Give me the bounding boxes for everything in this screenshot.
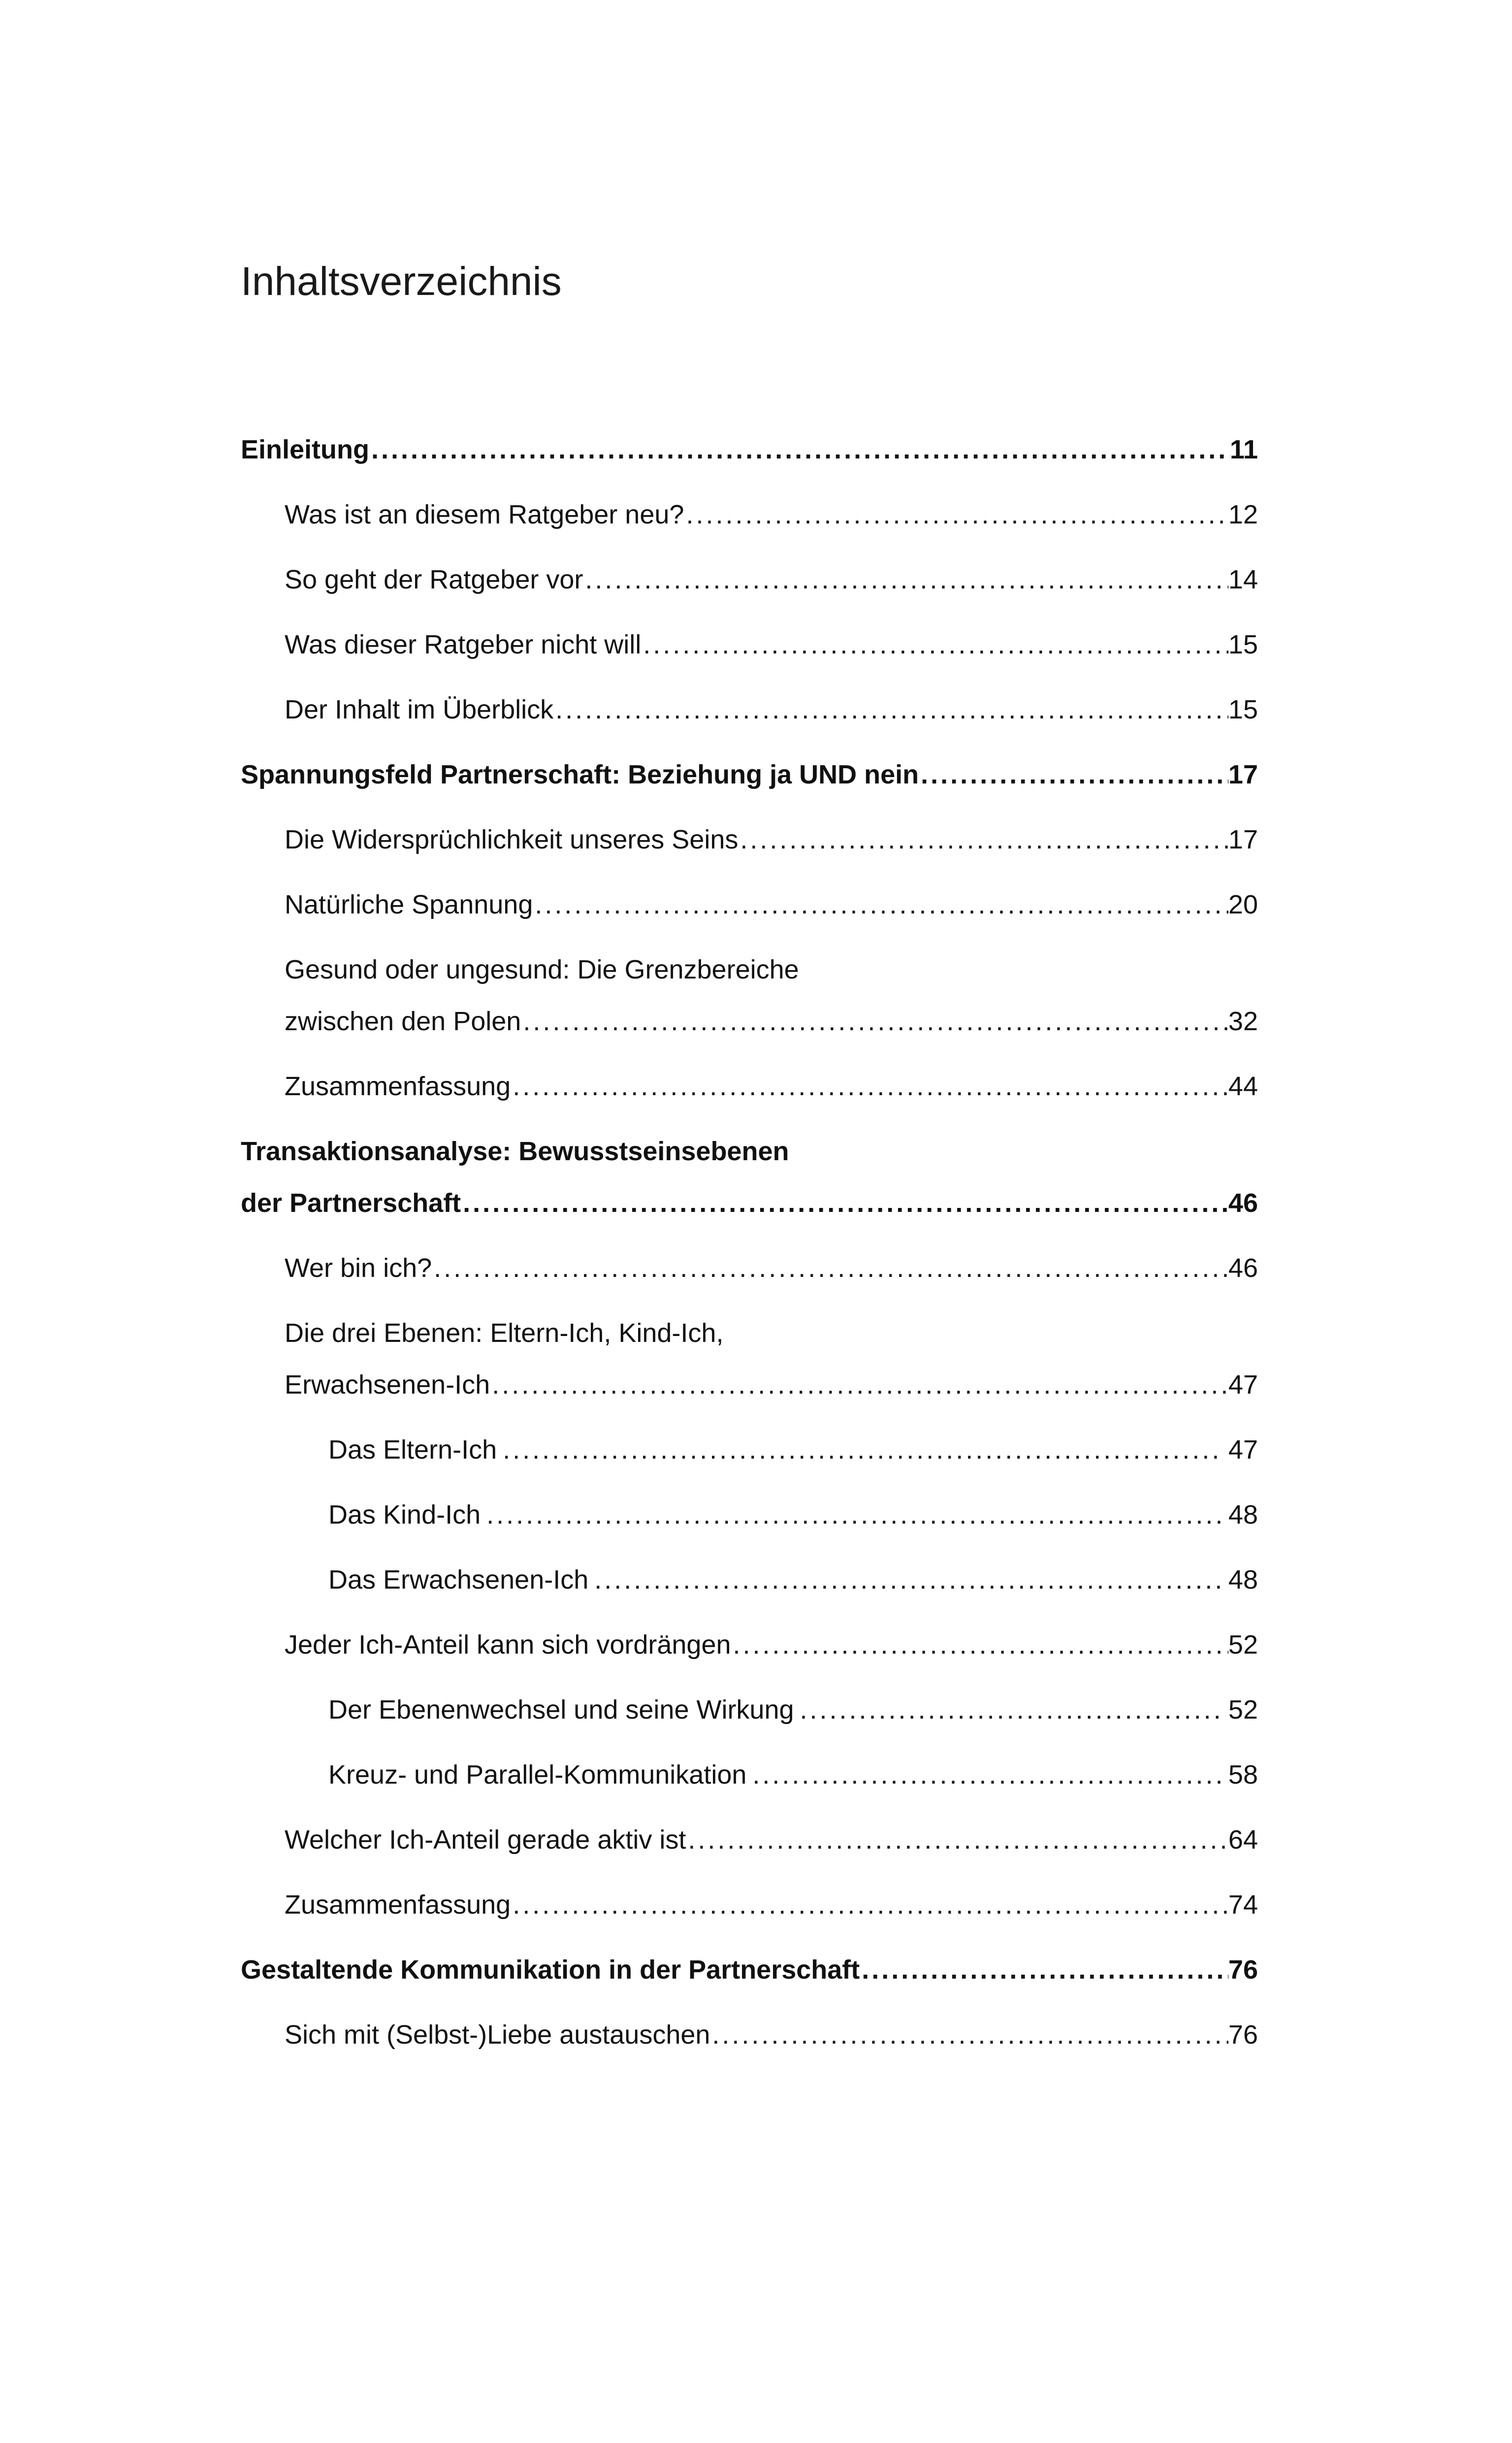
toc-entry[interactable]: [241, 1307, 1258, 1411]
toc-page-number: 14: [1228, 565, 1258, 594]
toc-entry[interactable]: [241, 814, 1258, 866]
toc-entry[interactable]: [241, 879, 1258, 931]
toc-dot-leader: [686, 489, 1228, 541]
toc-entry[interactable]: [241, 1126, 1258, 1229]
toc-dot-leader: [800, 1684, 1221, 1736]
toc-entry[interactable]: [241, 1554, 1258, 1606]
toc-entry[interactable]: [241, 1424, 1258, 1476]
toc-entry-wrap-line: Die drei Ebenen: Eltern-Ich, Kind-Ich,: [285, 1318, 724, 1348]
toc-entry-label: Sich mit (Selbst-)Liebe austauschen: [285, 2020, 710, 2050]
toc-entry-last-line: [285, 1242, 1258, 1294]
toc-page-number: 17: [1228, 825, 1258, 854]
toc-page-number: 15: [1228, 630, 1258, 659]
toc-entry-label: Das Kind-Ich: [328, 1500, 481, 1530]
toc-entry-last-line: [241, 424, 1258, 476]
toc-entry-last-line: [328, 1684, 1258, 1736]
toc-page-number: 52: [1228, 1630, 1258, 1660]
toc-entry-wrap-line: Transaktionsanalyse: Bewusstseinsebenen: [241, 1137, 789, 1166]
toc-dot-leader: [594, 1554, 1221, 1606]
toc-page-number: 76: [1228, 2020, 1258, 2050]
toc-page-number: 47: [1228, 1370, 1258, 1400]
toc-entry-last-line: [241, 1944, 1258, 1996]
toc-dot-leader: [434, 1242, 1228, 1294]
toc-entry[interactable]: [241, 619, 1258, 671]
toc-entry-last-line: [285, 1359, 1258, 1411]
toc-entry-last-line: [285, 814, 1258, 866]
toc-entry-label: Das Eltern-Ich: [328, 1435, 497, 1465]
toc-page-number: 46: [1228, 1253, 1258, 1283]
toc-entry-last-line: [285, 1814, 1258, 1866]
page-title: Inhaltsverzeichnis: [241, 259, 562, 304]
toc-dot-leader: [492, 1359, 1228, 1411]
toc-entry-label: Zusammenfassung: [285, 1890, 511, 1920]
toc-entry[interactable]: [241, 1619, 1258, 1671]
toc-entry-last-line: [285, 489, 1258, 541]
toc-entry[interactable]: [241, 1061, 1258, 1112]
toc-entry-label: Gestaltende Kommunikation in der Partnerschaft: [241, 1955, 860, 1985]
toc-entry[interactable]: [241, 749, 1258, 801]
toc-entry[interactable]: [241, 424, 1258, 476]
toc-dot-leader: [371, 424, 1230, 476]
toc-dot-leader: [513, 1879, 1228, 1931]
toc-entry-label: Was ist an diesem Ratgeber neu?: [285, 500, 684, 529]
toc-entry-label: Spannungsfeld Partnerschaft: Beziehung ja UND nein: [241, 760, 919, 789]
toc-dot-leader: [752, 1749, 1221, 1801]
toc-dot-leader: [523, 996, 1228, 1047]
toc-entry-last-line: [285, 879, 1258, 931]
toc-dot-leader: [585, 554, 1228, 606]
toc-page-number: 76: [1228, 1955, 1258, 1985]
toc-entry-last-line: [285, 1061, 1258, 1112]
toc-dot-leader: [921, 749, 1228, 801]
toc-entry-label: Zusammenfassung: [285, 1072, 511, 1101]
toc-entry-last-line: [285, 2009, 1258, 2061]
toc-dot-leader: [503, 1424, 1221, 1476]
toc-page-number: 44: [1228, 1072, 1258, 1101]
toc-entry-wrap-line: Gesund oder ungesund: Die Grenzbereiche: [285, 955, 799, 984]
toc-dot-leader: [643, 619, 1228, 671]
toc-entry[interactable]: [241, 554, 1258, 606]
toc-page-number: 46: [1228, 1188, 1258, 1218]
toc-page-number: 20: [1228, 890, 1258, 919]
toc-entry-label: Welcher Ich-Anteil gerade aktiv ist: [285, 1825, 686, 1855]
toc-entry-label: Wer bin ich?: [285, 1253, 432, 1283]
toc-entry-label: Die Widersprüchlichkeit unseres Seins: [285, 825, 739, 854]
toc-entry[interactable]: [241, 2009, 1258, 2061]
toc-page-number: 12: [1228, 500, 1258, 529]
toc-entry[interactable]: [241, 1684, 1258, 1736]
toc-page-number: 32: [1228, 1007, 1258, 1036]
toc-entry-label: Der Ebenenwechsel und seine Wirkung: [328, 1695, 794, 1725]
toc-page-number: 15: [1228, 695, 1258, 724]
toc-entry-last-line: [285, 619, 1258, 671]
toc-entry-last-line: [285, 554, 1258, 606]
toc-dot-leader: [513, 1061, 1228, 1112]
toc-page-number: 11: [1229, 435, 1258, 464]
toc-entry-label: So geht der Ratgeber vor: [285, 565, 583, 594]
toc-page-number: 47: [1228, 1435, 1258, 1465]
toc-dot-leader: [463, 1177, 1228, 1229]
toc-entry-label: Natürliche Spannung: [285, 890, 533, 919]
toc-entry-last-line: [285, 1879, 1258, 1931]
toc-entry-last-line: [328, 1554, 1258, 1606]
toc-entry[interactable]: [241, 489, 1258, 541]
toc-entry-label: Erwachsenen-Ich: [285, 1370, 490, 1400]
toc-page-number: 17: [1228, 760, 1258, 789]
toc-entry-last-line: [285, 996, 1258, 1047]
toc-page-number: 48: [1228, 1500, 1258, 1530]
toc-page-number: 74: [1228, 1890, 1258, 1920]
toc-entry[interactable]: [241, 684, 1258, 736]
toc-entry-label: Kreuz- und Parallel-Kommunikation: [328, 1760, 747, 1790]
toc-page-number: 58: [1228, 1760, 1258, 1790]
toc-entry-label: Einleitung: [241, 435, 369, 464]
toc-entry-label: Was dieser Ratgeber nicht will: [285, 630, 642, 659]
toc-dot-leader: [733, 1619, 1228, 1671]
toc-entry[interactable]: [241, 1944, 1258, 1996]
toc-page-number: 64: [1228, 1825, 1258, 1855]
toc-dot-leader: [535, 879, 1228, 931]
toc-entry-label: zwischen den Polen: [285, 1007, 521, 1036]
toc-entry-last-line: [328, 1749, 1258, 1801]
toc-entry[interactable]: [241, 1814, 1258, 1866]
toc-list: [241, 424, 1258, 2061]
toc-entry-label: Der Inhalt im Überblick: [285, 695, 554, 724]
toc-page-number: 48: [1228, 1565, 1258, 1595]
document-page: [241, 259, 1258, 2074]
toc-entry[interactable]: [241, 1879, 1258, 1931]
toc-dot-leader: [740, 814, 1228, 866]
toc-entry-label: Jeder Ich-Anteil kann sich vordrängen: [285, 1630, 731, 1660]
toc-entry[interactable]: [241, 1242, 1258, 1294]
toc-dot-leader: [688, 1814, 1228, 1866]
toc-entry[interactable]: [241, 944, 1258, 1047]
toc-entry-last-line: [328, 1424, 1258, 1476]
toc-entry-last-line: [328, 1489, 1258, 1541]
toc-dot-leader: [862, 1944, 1228, 1996]
toc-entry-label: der Partnerschaft: [241, 1188, 461, 1218]
toc-entry[interactable]: [241, 1749, 1258, 1801]
toc-entry[interactable]: [241, 1489, 1258, 1541]
toc-entry-last-line: [285, 684, 1258, 736]
toc-entry-last-line: [285, 1619, 1258, 1671]
toc-entry-last-line: [241, 1177, 1258, 1229]
toc-dot-leader: [712, 2009, 1228, 2061]
toc-entry-last-line: [241, 749, 1258, 801]
toc-page-number: 52: [1228, 1695, 1258, 1725]
toc-dot-leader: [555, 684, 1228, 736]
toc-entry-label: Das Erwachsenen-Ich: [328, 1565, 589, 1595]
toc-dot-leader: [486, 1489, 1221, 1541]
